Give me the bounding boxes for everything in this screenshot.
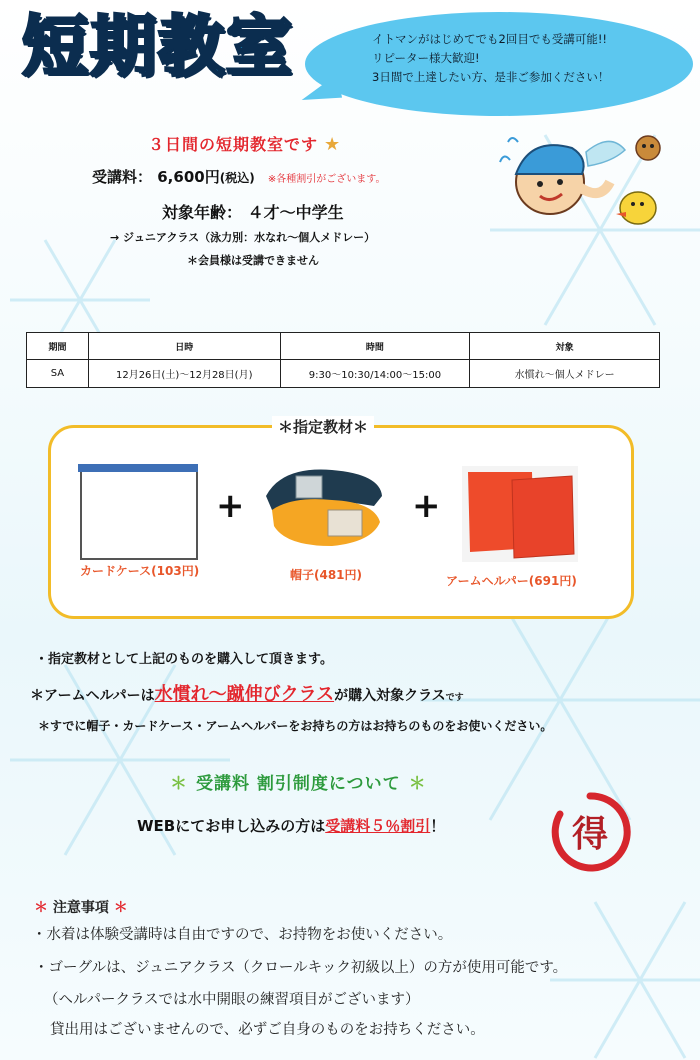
fee-line	[92, 166, 386, 187]
table-cell: 水慣れ〜個人メドレー	[470, 360, 660, 388]
toku-stamp-icon	[548, 790, 632, 874]
card-case-zipper	[78, 464, 198, 472]
speech-bubble-tail	[298, 74, 342, 106]
intro-heading	[148, 132, 341, 155]
web-text: ！	[430, 817, 446, 835]
web-text: WEBにてお申し込みの方は	[137, 817, 326, 835]
bullet-text: ＊アームヘルパーは	[30, 688, 155, 704]
table-row	[27, 360, 660, 388]
bullet-tail: です	[445, 693, 464, 703]
fee-tax: (税込)	[219, 171, 255, 185]
bullet-existing: ＊すでに帽子・カードケース・アームヘルパーをお持ちの方はお持ちのものをお使いください。	[38, 719, 553, 733]
class-line: → ジュニアクラス（泳力別：水なれ〜個人メドレー）	[110, 231, 376, 244]
bullet-text: が購入対象クラス	[334, 688, 446, 704]
bullet-arm-helper	[30, 680, 464, 706]
member-line: ＊会員様は受講できません	[187, 254, 319, 267]
age-line	[162, 200, 344, 223]
fee-note: ※各種割引がございます。	[267, 174, 386, 185]
caution-note: ・ゴーグルは、ジュニアクラス（クロールキック初級以上）の方が使用可能です。	[34, 960, 568, 976]
table-header: 時間	[280, 333, 470, 360]
stamp-char: 得	[571, 813, 609, 855]
plus-icon: +	[216, 486, 245, 526]
speech-bubble-text	[372, 30, 672, 87]
bubble-line: イトマンがはじめてでも2回目でも受講可能!!	[372, 32, 608, 46]
asterisk-icon: ＊	[408, 774, 427, 794]
caution-heading-text: 注意事項	[52, 900, 109, 916]
table-header: 対象	[470, 333, 660, 360]
bubble-line: 3日間で上達したい方、是非ご参加ください！	[372, 70, 610, 84]
fee-label: 受講料：	[92, 168, 153, 186]
caution-note: 貸出用はございませんので、必ずご自身のものをお持ちください。	[50, 1022, 485, 1038]
age-value: ４才〜中学生	[247, 203, 344, 222]
material-label-cap: 帽子(481円)	[290, 568, 363, 582]
discount-heading	[162, 769, 435, 794]
discount-highlight: 受講料５％割引	[325, 817, 431, 835]
caution-note: ・水着は体験受講時は自由ですので、お持物をお使いください。	[32, 927, 453, 943]
table-header: 期間	[27, 333, 89, 360]
table-cell: SA	[27, 360, 89, 388]
star-icon: ★	[324, 134, 342, 155]
page-title: 短期教室	[22, 8, 294, 85]
fee-value: 6,600円	[157, 168, 220, 186]
table-header: 日時	[88, 333, 280, 360]
discount-heading-text: 受講料 割引制度について	[196, 774, 401, 794]
arm-helper-icon	[462, 466, 578, 562]
plus-icon: +	[412, 486, 441, 526]
bubble-line: リピーター様大歓迎!	[372, 51, 480, 65]
intro-heading-text: ３日間の短期教室です	[148, 135, 319, 154]
caution-heading	[34, 897, 128, 917]
highlight-class: 水慣れ〜蹴伸びクラス	[154, 684, 335, 705]
materials-title: ＊指定教材＊	[272, 416, 374, 437]
swimmer-mascot-icon	[490, 122, 690, 232]
asterisk-icon: ＊	[113, 900, 128, 916]
table-cell: 12月26日(土)〜12月28日(月)	[88, 360, 280, 388]
age-label: 対象年齢：	[162, 203, 243, 222]
swim-cap-icon	[262, 466, 386, 548]
card-case-icon	[80, 466, 198, 560]
material-label-arm-helper: アームヘルパー(691円)	[446, 574, 577, 588]
asterisk-icon: ＊	[170, 774, 188, 794]
asterisk-icon: ＊	[34, 900, 48, 916]
table-header-row	[27, 333, 660, 360]
web-discount-line	[137, 815, 445, 836]
caution-note: （ヘルパークラスでは水中開眼の練習項目がございます）	[44, 992, 420, 1008]
schedule-table	[26, 332, 660, 388]
table-cell: 9:30〜10:30/14:00〜15:00	[280, 360, 470, 388]
material-label-card-case: カードケース(103円)	[80, 564, 200, 578]
bullet-purchase: ・指定教材として上記のものを購入して頂きます。	[35, 652, 333, 667]
